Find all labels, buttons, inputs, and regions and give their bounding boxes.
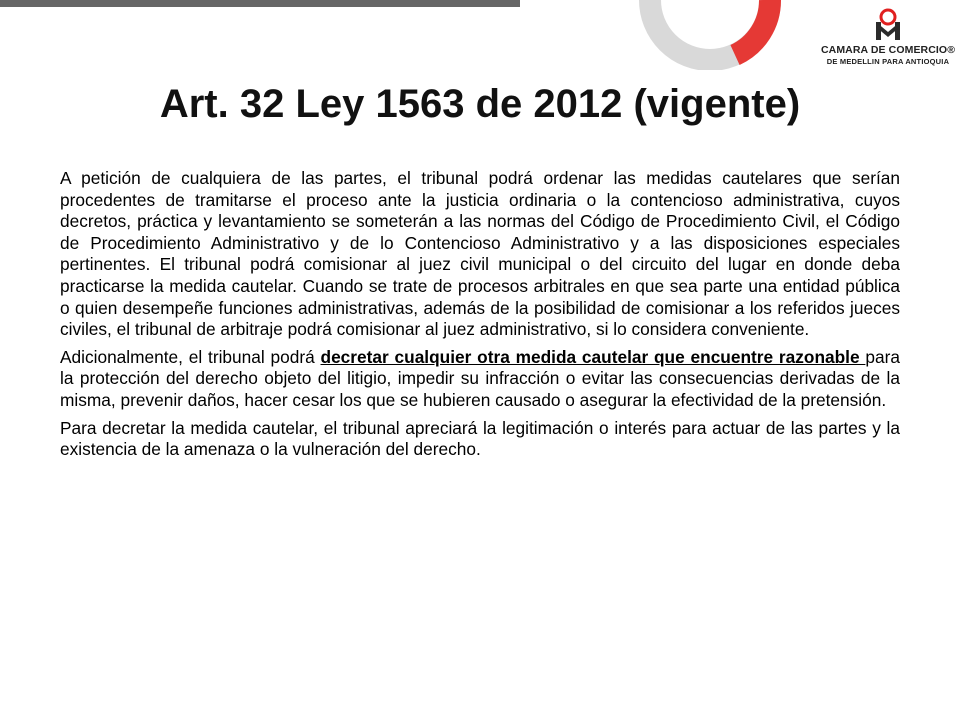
paragraph-2-intro: Adicionalmente, el tribunal podrá xyxy=(60,346,321,367)
paragraph-3: Para decretar la medida cautelar, el tribunal apreciará la legitimación o interés para actuar de las partes y la existencia de la amenaza o la vulneración del derecho. xyxy=(60,417,900,460)
logo-text-line1: CAMARA DE COMERCIO® xyxy=(820,44,956,56)
top-accent-bar xyxy=(0,0,520,7)
logo-text-line2: DE MEDELLIN PARA ANTIOQUIA xyxy=(826,57,950,66)
decorative-ring-graphic xyxy=(610,0,810,70)
paragraph-2-emphasis: decretar cualquier otra medida cautelar que encuentre razonable xyxy=(320,346,866,367)
chamber-of-commerce-logo xyxy=(820,8,956,70)
paragraph-2-rest: para la protección del derecho objeto del litigio, impedir su infracción o evitar las consecuencias derivadas de la misma, prevenir daños, hacer cesar los que se hubieren causado o asegurar la efectividad de la pretensión. xyxy=(60,346,900,410)
slide-body xyxy=(60,168,900,467)
decorative-ring xyxy=(610,0,810,70)
logo-emblem-icon xyxy=(870,8,906,42)
ring-red-arc xyxy=(735,0,770,55)
paragraph-2 xyxy=(60,347,900,412)
paragraph-1: A petición de cualquiera de las partes, el tribunal podrá ordenar las medidas cautelares que serían procedentes de tramitarse el proceso ante la justicia ordinaria o la contencioso administrativa, cuyos decretos, práctica y levantamiento se someterán a las normas del Código de Procedimiento Civil, el Código de Procedimiento Administrativo y de lo Contencioso Administrativo y a las disposiciones especiales pertinentes. El tribunal podrá comisionar al juez civil municipal o del circuito del lugar en donde deba practicarse la medida cautelar. Cuando se trate de procesos arbitrales en que sea parte una entidad pública o quien desempeñe funciones administrativas, además de la posibilidad de comisionar a los referidos jueces civiles, el tribunal de arbitraje podrá comisionar al juez administrativo, si lo considera conveniente. xyxy=(60,168,900,340)
slide-title: Art. 32 Ley 1563 de 2012 (vigente) xyxy=(159,82,801,126)
